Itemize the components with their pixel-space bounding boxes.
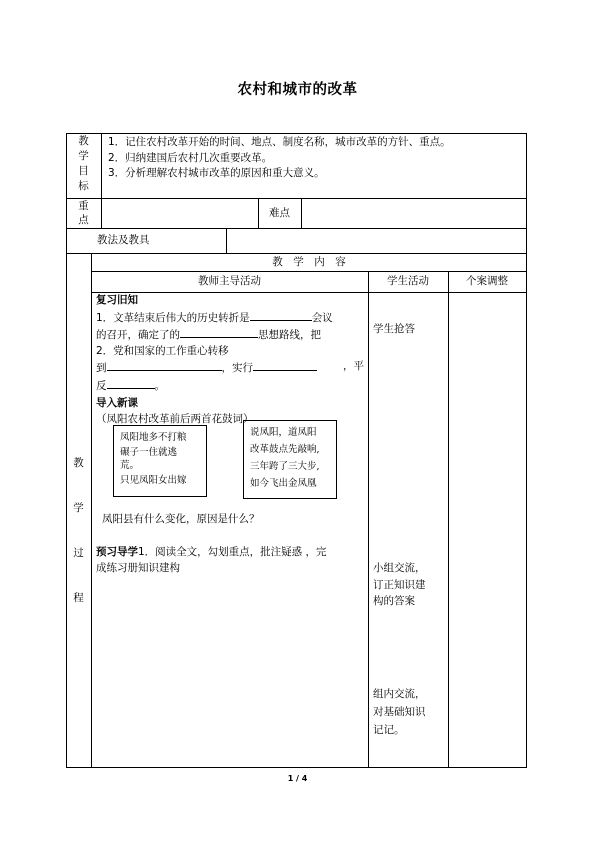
student-answer-line: 订正知识建 [373,578,426,591]
review-q2-line1: 2．党和国家的工作重心转移 [96,344,229,357]
process-label-char: 教 [73,457,84,469]
student-answer-line: 构的答案 [373,595,415,607]
blank-line [250,309,312,321]
goals-label [66,134,101,194]
intro-question: 凤阳县有什么变化，原因是什么？ [102,513,260,525]
intro-subtitle: （凤阳农村改革前后两首花鼓词） [96,412,254,425]
poem-box-before [113,425,207,497]
review-q2-line3 [96,377,364,395]
col-header-adjust: 个案调整 [466,275,508,287]
review-heading: 复习旧知 [96,294,138,306]
poem-line: 凤阳地多不打粮 [120,432,187,443]
process-label [66,455,91,635]
poem-line: 改革鼓点先敲响, [250,444,320,455]
poem-line: 只见凤阳女出嫁 [120,475,187,486]
key-points-label [66,199,101,227]
review-text: 思想路线，把 [258,329,321,341]
col-header-student: 学生活动 [387,275,429,287]
poem-line: 说凤阳，道凤阳 [250,427,317,438]
student-answer-2 [373,560,426,610]
review-text: ，平 [343,360,364,372]
process-label-char: 过 [73,547,84,559]
student-answer-line: 组内交流， [373,688,426,700]
page-number: 1 / 4 [287,774,308,783]
goals-label-char: 标 [78,180,89,192]
preview-text: 成练习册知识建构 [96,561,180,574]
process-label-char: 学 [73,502,84,514]
blank-line [180,326,258,338]
poem-box-after [243,420,337,499]
review-text: ，实行 [221,362,253,374]
student-answer-1: 学生抢答 [373,323,415,335]
poem-line: 荒。 [120,460,140,471]
review-text: 1．文革结束后伟大的历史转折是 [96,311,250,324]
student-answer-line: 小组交流， [373,562,426,574]
col-header-teacher: 教师主导活动 [198,275,261,287]
poem-line: 碾子一住就逃 [120,447,178,458]
review-q2-line2 [96,359,364,377]
blank-line [107,377,155,389]
methods-label: 教法及教具 [97,234,150,246]
content-header: 教 学 内 容 [272,256,346,268]
student-answer-3 [373,685,426,739]
preview-heading: 预习导学 [96,546,138,558]
review-text: 。 [154,379,165,392]
difficult-points-label: 难点 [269,207,290,219]
preview-section [96,545,366,576]
process-label-char: 程 [73,592,84,604]
review-section [96,293,364,427]
goal-item: 2．归纳建国后农村几次重要改革。 [108,151,273,164]
key-points-label-char: 点 [78,214,89,226]
blank-line [253,359,317,371]
student-answer-line: 记记。 [373,724,405,736]
review-text: 的召开，确定了的 [96,329,180,341]
blank-line [107,359,222,371]
goal-item: 3．分析理解农村城市改革的原因和重大意义。 [108,167,325,179]
goal-item: 1．记住农村改革开始的时间、地点、制度名称，城市改革的方针、重点。 [108,136,451,148]
goals-list [108,135,523,182]
intro-heading: 导入新课 [96,397,138,409]
goals-label-char: 目 [78,165,89,177]
review-q1-line2 [96,326,364,344]
key-points-label-char: 重 [78,200,89,212]
review-text: 会议 [311,311,333,324]
review-text: 反 [96,379,107,392]
student-answer-line: 对基础知识 [373,706,426,718]
goals-label-char: 学 [78,150,89,162]
page-title: 农村和城市的改革 [237,82,358,98]
review-q1-line1 [96,309,364,327]
preview-text: 1．阅读全文，勾划重点，批注疑惑 ，完 [138,546,327,558]
poem-line: 如今飞出金凤凰 [250,478,317,489]
goals-label-char: 教 [78,135,89,147]
review-text: 到 [96,362,107,374]
poem-line: 三年跨了三大步, [250,461,320,472]
